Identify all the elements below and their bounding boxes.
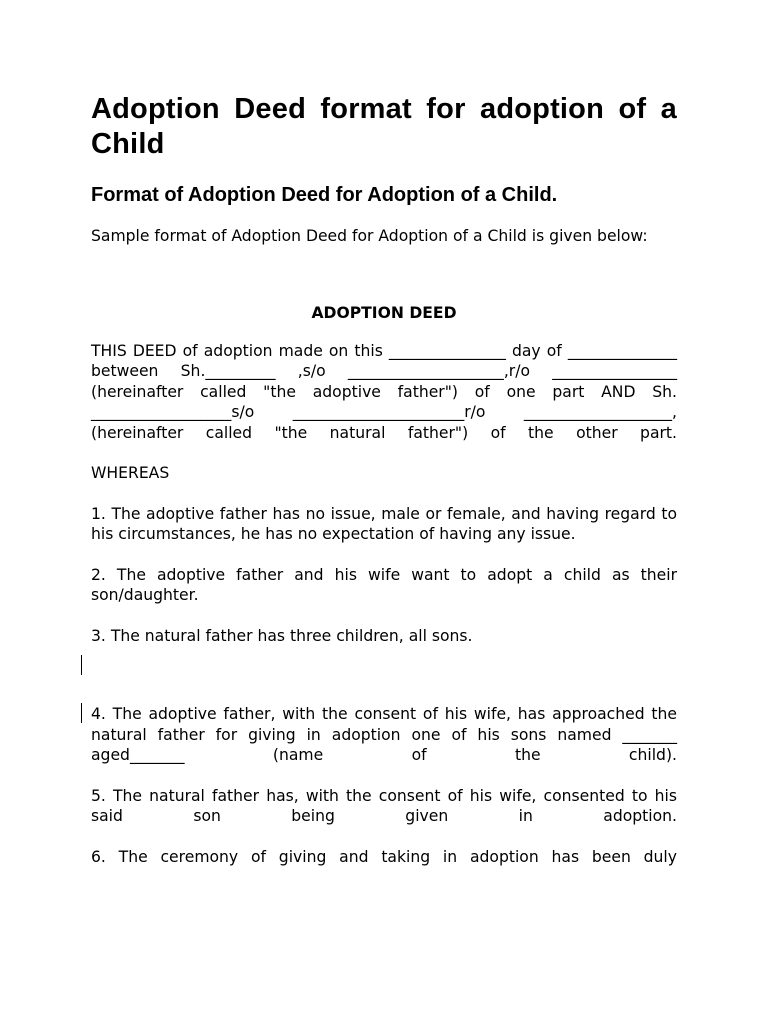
- document-title: Adoption Deed format for adoption of a Child: [91, 93, 677, 160]
- clause-4: 4. The adoptive father, with the consent of his wife, has approached the natural father for giving in adoption one of his sons named _______ aged_______ (name of the child).: [91, 705, 677, 764]
- clause-5: 5. The natural father has, with the consent of his wife, consented to his said son being given in adoption.: [91, 786, 677, 825]
- intro-paragraph: Sample format of Adoption Deed for Adoption of a Child is given below:: [91, 227, 648, 245]
- deed-heading: ADOPTION DEED: [311, 303, 457, 322]
- clause-1: 1. The adoptive father has no issue, male or female, and having regard to his circumstances, he has no expectation of having any issue.: [91, 504, 677, 543]
- clause-2: 2. The adoptive father and his wife want to adopt a child as their son/daughter.: [91, 565, 677, 604]
- clause-6: 6. The ceremony of giving and taking in adoption has been duly: [91, 847, 677, 866]
- opening-paragraph: THIS DEED of adoption made on this _______________ day of ______________ between Sh._________ ,s/o ____________________,r/o ________________ (hereinafter called "the adoptive father") of one part AND Sh. __________________s/o ______________________r/o ___________________, (hereinafter called "the natural father") of the other part.: [91, 341, 677, 442]
- empty-line-gap[interactable]: [91, 646, 677, 704]
- text-cursor: [81, 703, 82, 723]
- clause-4-container: [91, 704, 677, 766]
- whereas-heading: WHEREAS: [91, 464, 170, 482]
- clause-3: 3. The natural father has three children, all sons.: [91, 626, 473, 645]
- text-cursor: [81, 655, 82, 675]
- document-subtitle: Format of Adoption Deed for Adoption of a Child.: [91, 184, 558, 206]
